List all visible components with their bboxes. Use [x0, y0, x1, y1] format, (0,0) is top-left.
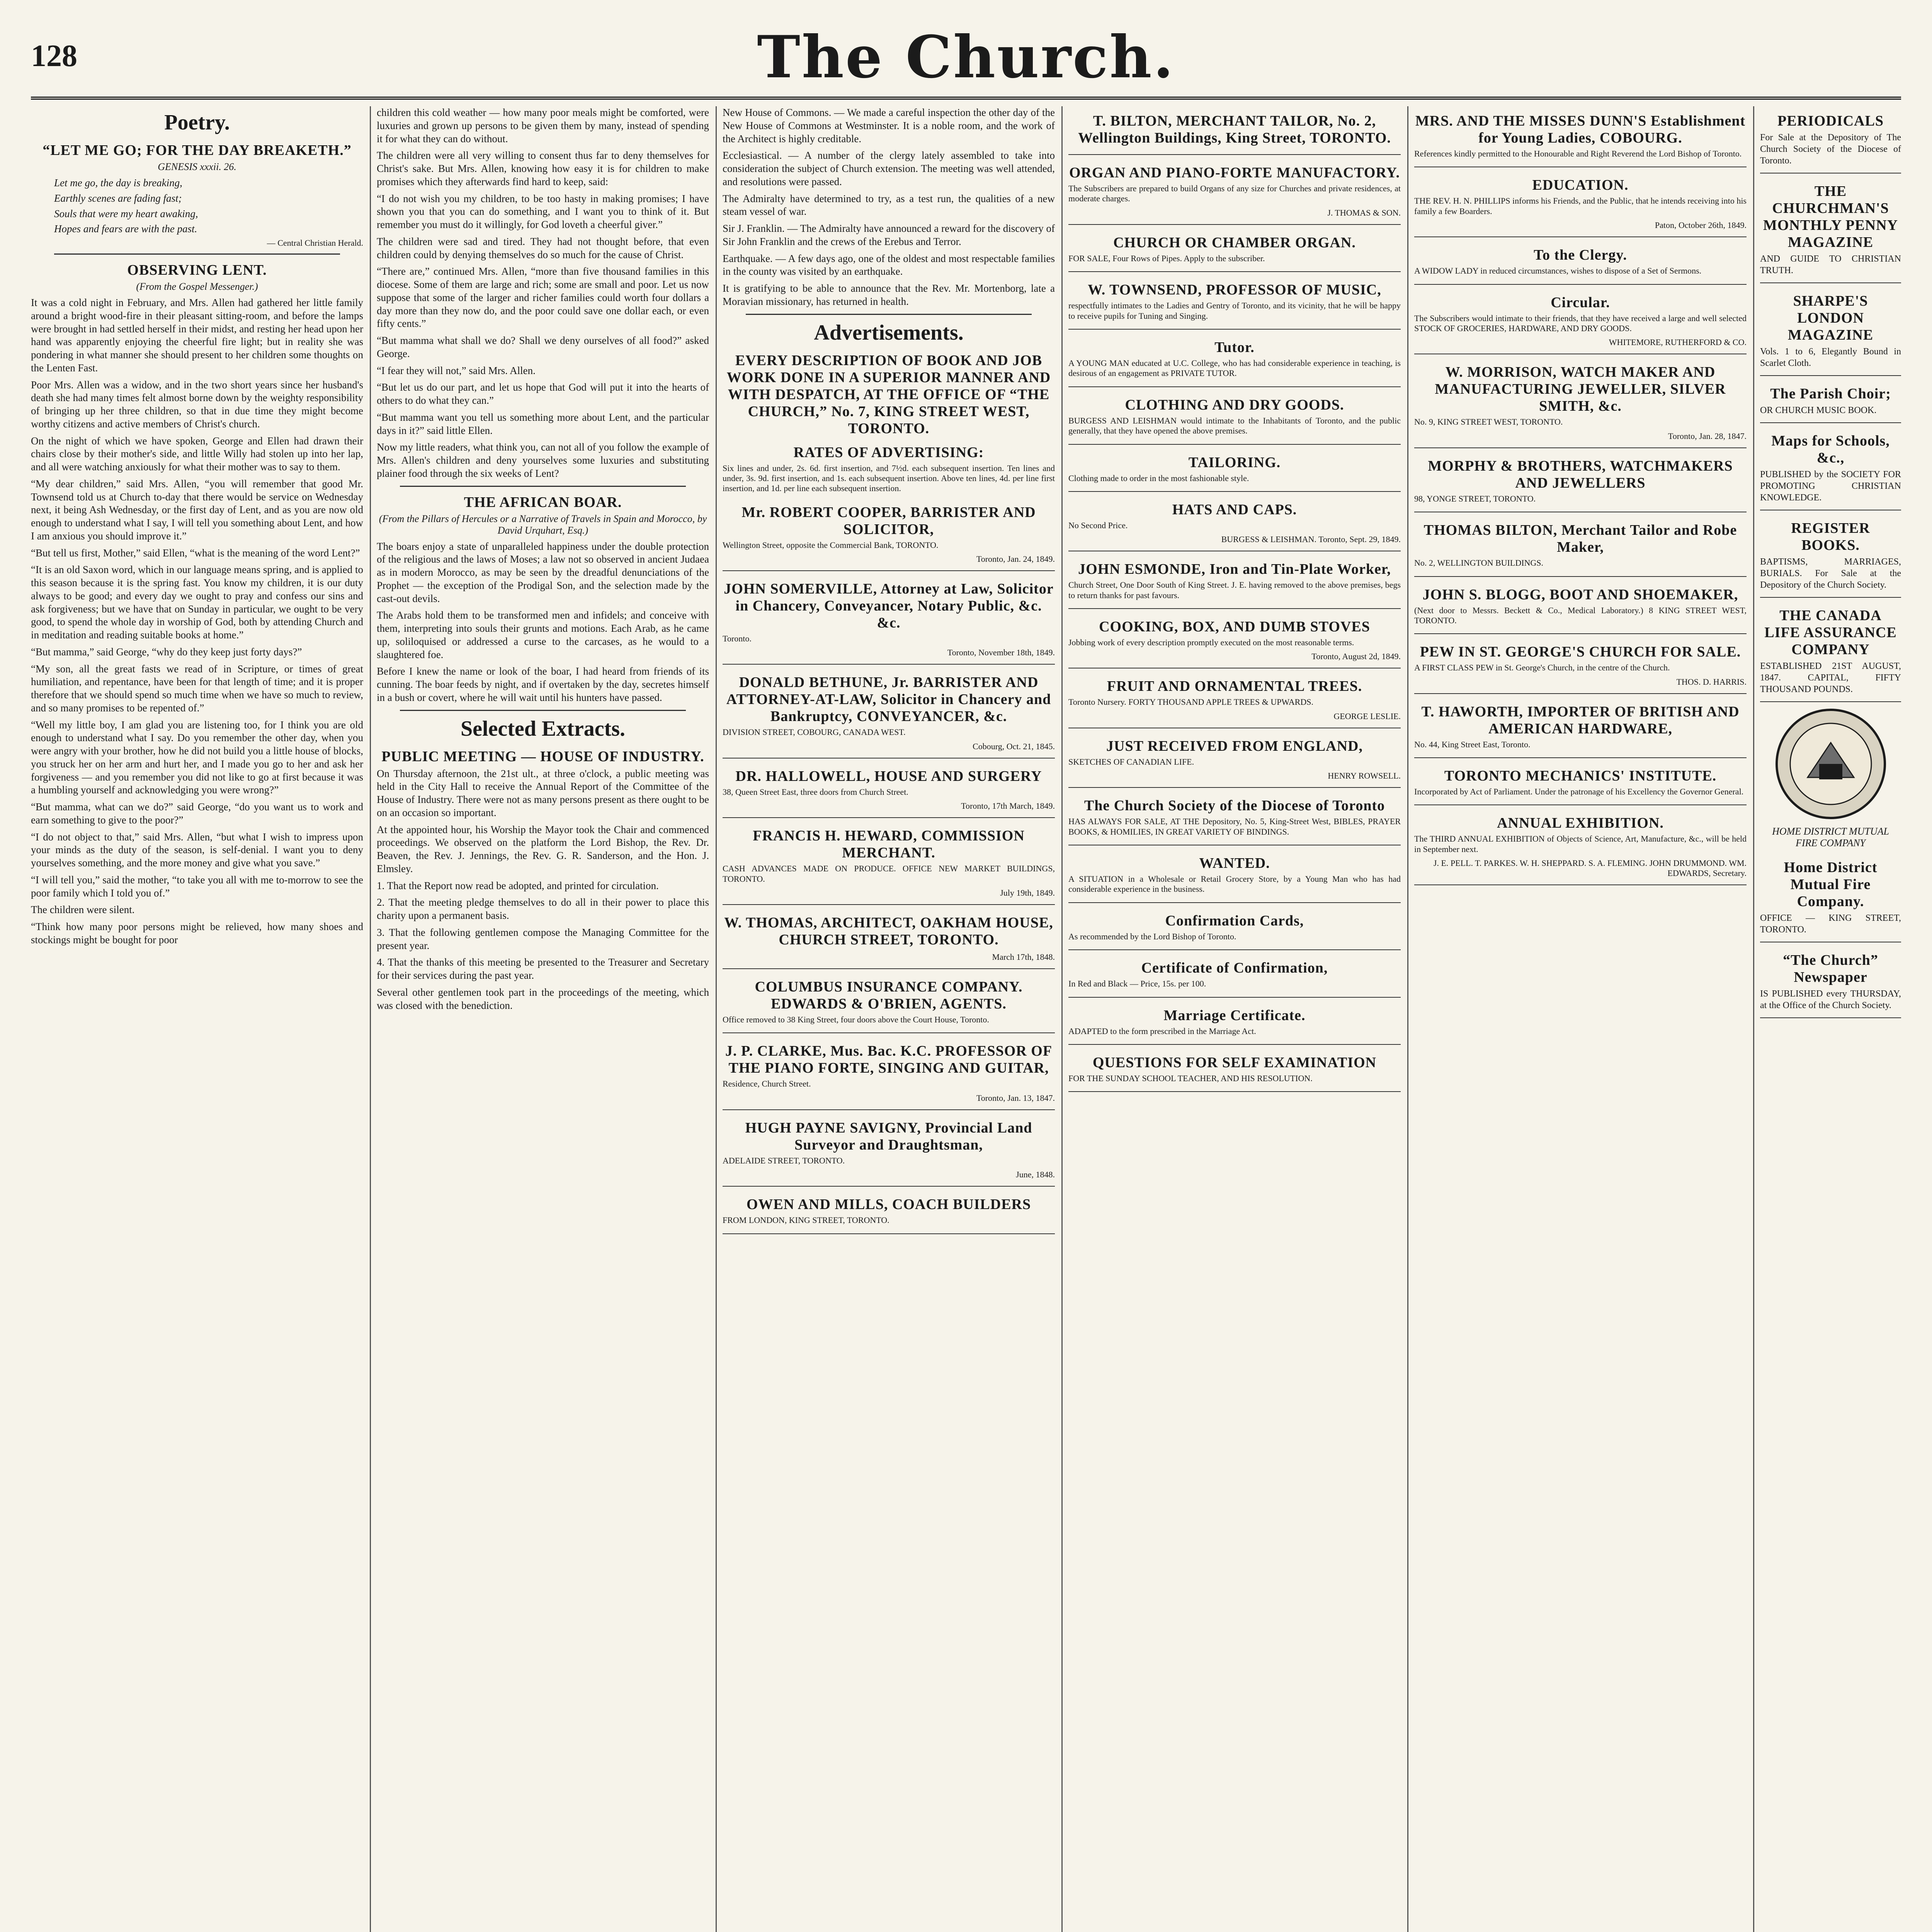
article-paragraph: At the appointed hour, his Worship the Mayor took the Chair and commenced proceedings. We observed on the platform the Lord Bishop, the Rev. Dr. Beaven, the Rev. J. Jennings, the Rev. G. R. Sanderson, and the Hon. J. Elmsley.	[377, 823, 709, 874]
ad-date: Cobourg, Oct. 21, 1845.	[973, 741, 1055, 751]
advertisement	[723, 1036, 1055, 1110]
ad-date: BURGESS & LEISHMAN. Toronto, Sept. 29, 1849.	[1221, 534, 1401, 544]
ad-body: Jobbing work of every description promptly executed on the most reasonable terms.	[1068, 638, 1354, 648]
ad-title: The Parish Choir;	[1770, 386, 1891, 402]
advertisement	[1068, 953, 1401, 997]
ad-title: COLUMBUS INSURANCE COMPANY. EDWARDS & O'BRIEN, AGENTS.	[755, 979, 1023, 1012]
ad-title: T. BILTON, MERCHANT TAILOR, No. 2, Wellington Buildings, King Street, TORONTO.	[1078, 113, 1391, 146]
ad-body: ESTABLISHED 21ST AUGUST, 1847. CAPITAL, FIFTY THOUSAND POUNDS.	[1760, 661, 1901, 694]
ad-date: J. E. PELL. T. PARKES. W. H. SHEPPARD. S. A. FLEMING. JOHN DRUMMOND. WM. EDWARDS, Secretary.	[1433, 858, 1747, 878]
advertisement	[1760, 106, 1901, 173]
column-divider	[370, 106, 371, 1932]
ad-body: BAPTISMS, MARRIAGES, BURIALS. For Sale at the Depository of the Church Society.	[1760, 557, 1901, 590]
ad-body: In Red and Black — Price, 15s. per 100.	[1068, 979, 1206, 989]
rates-text: Six lines and under, 2s. 6d. first insertion, and 7½d. each subsequent insertion. Ten lines and under, 3s. 9d. first insertion, and 1s. each subsequent insertion. Above ten lines, 4d. per line first insertion, and 1d. per line each subsequent insertion.	[723, 463, 1055, 493]
ad-title: QUESTIONS FOR SELF EXAMINATION	[1092, 1054, 1377, 1071]
ad-body: Incorporated by Act of Parliament. Under the patronage of his Excellency the Governor General.	[1414, 787, 1744, 797]
ad-body: Toronto Nursery. FORTY THOUSAND APPLE TREES & UPWARDS.	[1068, 697, 1313, 707]
ad-date: THOS. D. HARRIS.	[1676, 677, 1747, 687]
poem	[31, 177, 363, 236]
article-paragraph: 2. That the meeting pledge themselves to do all in their power to place this charity upon a permanent basis.	[377, 896, 709, 921]
article-paragraph: “Think how many poor persons might be relieved, how many shoes and stockings might be bought for poor	[31, 921, 363, 946]
ad-body: The Subscribers are prepared to build Organs of any size for Churches and private residences, at moderate charges.	[1068, 184, 1401, 204]
ad-title: EDUCATION.	[1532, 177, 1629, 194]
ad-title: CLOTHING AND DRY GOODS.	[1125, 396, 1344, 413]
ad-title: MORPHY & BROTHERS, WATCHMAKERS AND JEWELLERS	[1428, 457, 1733, 491]
article-title: OBSERVING LENT.	[127, 262, 267, 278]
ad-date: June, 1848.	[1016, 1170, 1055, 1180]
ad-date: GEORGE LESLIE.	[1333, 711, 1401, 721]
ad-title: W. TOWNSEND, PROFESSOR OF MUSIC,	[1088, 282, 1381, 298]
article-paragraph: “But mamma,” said George, “why do they keep just forty days?”	[31, 646, 302, 658]
ad-title: WANTED.	[1199, 855, 1270, 872]
article-paragraph: children this cold weather — how many poor meals might be comforted, were luxuries and grown up persons to be given them by many, instead of spending it for what they can do without.	[377, 107, 709, 145]
ad-title: Mr. ROBERT COOPER, BARRISTER AND SOLICITOR,	[742, 504, 1036, 537]
advertisement	[1068, 672, 1401, 728]
ad-body: IS PUBLISHED every THURSDAY, at the Office of the Church Society.	[1760, 989, 1901, 1010]
advertisement	[723, 1190, 1055, 1234]
divider	[400, 710, 686, 711]
ad-title: JOHN SOMERVILLE, Attorney at Law, Solicitor in Chancery, Conveyancer, Notary Public, &c. &c.	[724, 581, 1054, 631]
ad-body: CASH ADVANCES MADE ON PRODUCE. OFFICE NEW MARKET BUILDINGS, TORONTO.	[723, 864, 1055, 884]
ad-body: (Next door to Messrs. Beckett & Co., Medical Laboratory.) 8 KING STREET WEST, TORONTO.	[1414, 605, 1747, 625]
article-paragraph: “It is an old Saxon word, which in our language means spring, and is applied to this season because it is the spring fast. You know my children, it is our duty always to be good; and every day we ought to pray and confess our sins and ask forgiveness; but we have that on Sunday in particular, we ought to be very good, to spend the whole day in worship of God, both by attending Church and in meditation and reading suitable books at home.”	[31, 564, 363, 641]
ad-title: Tutor.	[1214, 339, 1255, 355]
ad-title: REGISTER BOOKS.	[1791, 520, 1870, 553]
article-paragraph: 4. That the thanks of this meeting be presented to the Treasurer and Secretary for their services during the past year.	[377, 956, 709, 981]
advertisement	[1068, 1001, 1401, 1045]
advertisement	[1760, 853, 1901, 942]
advertisement	[1760, 426, 1901, 510]
ad-body: HAS ALWAYS FOR SALE, AT THE Depository, No. 5, King-Street West, BIBLES, PRAYER BOOKS, & HOMILIES, IN GREAT VARIETY OF BINDINGS.	[1068, 816, 1401, 837]
masthead: The Church.	[757, 23, 1175, 91]
ad-body: ADAPTED to the form prescribed in the Marriage Act.	[1068, 1026, 1256, 1036]
advertisement	[1068, 731, 1401, 788]
ad-title: COOKING, BOX, AND DUMB STOVES	[1099, 619, 1370, 635]
poem-line: Souls that were my heart awaking,	[54, 207, 198, 219]
ad-title: J. P. CLARKE, Mus. Bac. K.C. PROFESSOR OF THE PIANO FORTE, SINGING AND GUITAR,	[725, 1043, 1053, 1077]
poem-reference: GENESIS xxxii. 26.	[158, 161, 236, 172]
advertisement	[1068, 612, 1401, 668]
ad-body: A SITUATION in a Wholesale or Retail Grocery Store, by a Young Man who has had considerable experience in the business.	[1068, 874, 1401, 894]
ad-date: Paton, October 26th, 1849.	[1655, 220, 1747, 230]
ad-title: THE CANADA LIFE ASSURANCE COMPANY	[1764, 607, 1897, 658]
article-paragraph: The Arabs hold them to be transformed men and infidels; and conceive with them, interpreting into souls their grunts and motions. Each Arab, as he came up, soliloquised or addressed a curse to the carcases, as he would to a slaughtered foe.	[377, 609, 709, 660]
article-paragraph: “I will tell you,” said the mother, “to take you all with me to-morrow to see the poor family which I told you of.”	[31, 874, 363, 899]
ad-date: Toronto, August 2d, 1849.	[1311, 651, 1401, 662]
advertisement	[1414, 637, 1747, 694]
advertisement	[723, 574, 1055, 665]
advertisement	[1068, 448, 1401, 492]
article-paragraph: “But mamma want you tell us something more about Lent, and the particular days in it?” said little Ellen.	[377, 411, 709, 436]
ad-date: J. THOMAS & SON.	[1327, 207, 1401, 218]
article-paragraph: “But let us do our part, and let us hope that God will put it into the hearts of others to do what they can.”	[377, 381, 709, 406]
advertisement	[1414, 697, 1747, 758]
ad-body: SKETCHES OF CANADIAN LIFE.	[1068, 757, 1194, 767]
advertisement	[723, 498, 1055, 571]
ad-date: Toronto, Jan. 24, 1849.	[976, 554, 1055, 564]
article-paragraph: “I do not wish you my children, to be too hasty in making promises; I have shown you that you can do something, and I want you to think of it. But remember you must do it willingly, for God loveth a cheerful giver.”	[377, 192, 709, 230]
ad-body: Clothing made to order in the most fashionable style.	[1068, 473, 1249, 483]
ad-title: THE CHURCHMAN'S MONTHLY PENNY MAGAZINE	[1763, 183, 1898, 250]
article-paragraph: “Well my little boy, I am glad you are listening too, for I think you are old enough to understand what I say. Do you remember the other day, when you were angry with your brother, how he did not build you a little house of blocks, you struck her on her arm and hurt her, and I made you go to her and ask her forgiveness — and you remember you did not like to go at first because it was a humbling yourself and acknowledging you were wrong?”	[31, 719, 363, 796]
advertisement	[1414, 580, 1747, 634]
divider	[400, 486, 686, 487]
advertisement	[1068, 106, 1401, 155]
poem-source: — Central Christian Herald.	[267, 238, 363, 248]
rates-title: RATES OF ADVERTISING:	[793, 444, 984, 461]
article-paragraph: The children were silent.	[31, 904, 135, 916]
ad-title: CHURCH OR CHAMBER ORGAN.	[1113, 234, 1356, 251]
advertisement	[1068, 849, 1401, 903]
ad-title: Confirmation Cards,	[1165, 912, 1304, 929]
advertisement	[723, 972, 1055, 1033]
ad-body: 98, YONGE STREET, TORONTO.	[1414, 493, 1536, 503]
advertisement	[1068, 390, 1401, 445]
ad-body: A YOUNG MAN educated at U.C. College, who has had considerable experience in teaching, is desirous of an engagement as PRIVATE TUTOR.	[1068, 358, 1401, 378]
article-paragraph: “My son, all the great fasts we read of in Scripture, or times of great humiliation, and repentance, have been for that length of time; and it is proper therefore that we should spend so much time when we have so much to review, and so many promises to be repented of.”	[31, 663, 363, 714]
column-1	[31, 106, 363, 1932]
advertisement	[1760, 177, 1901, 283]
advertisement	[1414, 515, 1747, 577]
ad-body: PUBLISHED by the SOCIETY FOR PROMOTING CHRISTIAN KNOWLEDGE.	[1760, 469, 1901, 503]
advertisement	[1760, 286, 1901, 376]
ad-title: PERIODICALS	[1777, 113, 1884, 129]
ad-body: Toronto.	[723, 634, 752, 644]
ad-body: Wellington Street, opposite the Commercial Bank, TORONTO.	[723, 540, 939, 550]
ad-body: FOR SALE, Four Rows of Pipes. Apply to the subscriber.	[1068, 253, 1265, 263]
divider	[54, 253, 340, 255]
ad-date: WHITEMORE, RUTHERFORD & CO.	[1609, 337, 1747, 347]
news-paragraph: Ecclesiastical. — A number of the clergy lately assembled to take into consideration the subject of Church extension. The meeting was well attended, and resolutions were passed.	[723, 150, 1055, 187]
poem-line: Let me go, the day is breaking,	[54, 177, 182, 189]
ad-title: Certificate of Confirmation,	[1141, 960, 1328, 976]
article-title: THE AFRICAN BOAR.	[464, 494, 622, 510]
advertisement	[1414, 808, 1747, 885]
ad-body: No. 2, WELLINGTON BUILDINGS.	[1414, 558, 1544, 568]
ad-body: 38, Queen Street East, three doors from Church Street.	[723, 787, 908, 797]
article-paragraph: “I do not object to that,” said Mrs. Allen, “but what I wish to impress upon your minds as the duty of the season, is self-denial. I want you to deny yourselves something, and the more money and give what you save.”	[31, 831, 363, 869]
page-number: 128	[31, 39, 77, 73]
ad-body: respectfully intimates to the Ladies and Gentry of Toronto, and its vicinity, that he will be happy to receive pupils for Tuning and Singing.	[1068, 301, 1401, 321]
ad-body: For Sale at the Depository of The Church Society of the Diocese of Toronto.	[1760, 133, 1901, 166]
article-source: (From the Pillars of Hercules or a Narrative of Travels in Spain and Morocco, by David Urquhart, Esq.)	[379, 513, 707, 536]
article-paragraph: It was a cold night in February, and Mrs. Allen had gathered her little family around a bright wood-fire in their pleasant sitting-room, and before the lamps were brought in had settled herself in their midst, and resting her head upon her hand was apparently enjoying the cheerful fire light; but in reality she was pondering in what manner she should present to her children some thoughts on the Lenten Fast.	[31, 297, 363, 374]
ad-title: OWEN AND MILLS, COACH BUILDERS	[746, 1196, 1031, 1213]
ad-body: The Subscribers would intimate to their friends, that they have received a large and well selected STOCK OF GROCERIES, HARDWARE, AND DRY GOODS.	[1414, 313, 1747, 333]
advertisement	[1068, 228, 1401, 272]
advertisement	[1414, 288, 1747, 355]
ad-title: JOHN ESMONDE, Iron and Tin-Plate Worker,	[1078, 561, 1391, 578]
ad-body: BURGESS AND LEISHMAN would intimate to the Inhabitants of Toronto, and the public generally, that they have opened the above premises.	[1068, 415, 1401, 436]
ad-body: THE REV. H. N. PHILLIPS informs his Friends, and the Public, that he intends receiving into his family a few Boarders.	[1414, 196, 1747, 216]
insurance-seal-icon	[1773, 706, 1889, 822]
article-paragraph: Poor Mrs. Allen was a widow, and in the two short years since her husband's death she had many times felt almost borne down by the weighty responsibility of bringing up her three children, so that in due time they might become worthy citizens and active members of Christ's church.	[31, 379, 363, 430]
advertisement	[1760, 379, 1901, 423]
advertisement	[1068, 158, 1401, 225]
ad-title: Circular.	[1551, 294, 1610, 311]
advertisement	[1414, 106, 1747, 167]
ad-body: References kindly permitted to the Honourable and Right Reverend the Lord Bishop of Toronto.	[1414, 149, 1742, 158]
column-4	[1068, 106, 1401, 1932]
ad-body: As recommended by the Lord Bishop of Toronto.	[1068, 931, 1236, 941]
article-paragraph: “But mamma, what can we do?” said George, “do you want us to work and earn something to give to the poor?”	[31, 801, 363, 826]
ad-title: FRUIT AND ORNAMENTAL TREES.	[1107, 678, 1362, 695]
ad-title: MRS. AND THE MISSES DUNN'S Establishment for Young Ladies, COBOURG.	[1415, 113, 1746, 146]
article-paragraph: “There are,” continued Mrs. Allen, “more than five thousand families in this diocese. Some of them are large and rich; some are small and poor. Let us now suppose that some of the larger and richer families could worth four dollars a day more than they now do, and the poor could save one dollar each, or even fifty cents.”	[377, 265, 709, 330]
advertisement	[1068, 333, 1401, 387]
ad-body: FROM LONDON, KING STREET, TORONTO.	[723, 1215, 889, 1225]
article-paragraph: “But mamma what shall we do? Shall we deny ourselves of all food?” asked George.	[377, 335, 709, 359]
article-paragraph: On the night of which we have spoken, George and Ellen had drawn their chairs close by their mother's side, and little Willy had stolen up into her lap, and all were watching anxiously for what their mother was to say to them.	[31, 435, 363, 473]
column-6	[1760, 106, 1901, 1932]
seal-text: HOME DISTRICT MUTUAL FIRE COMPANY	[1772, 826, 1889, 849]
ad-body: DIVISION STREET, COBOURG, CANADA WEST.	[723, 727, 906, 737]
ad-title: Maps for Schools, &c.,	[1771, 433, 1890, 466]
advertisement	[1414, 240, 1747, 284]
ad-date: Toronto, Jan. 28, 1847.	[1668, 431, 1747, 441]
advertisement	[1068, 1048, 1401, 1092]
article-paragraph: On Thursday afternoon, the 21st ult., at three o'clock, a public meeting was held in the City Hall to receive the Annual Report of the Committee of the House of Industry. There were not as many persons present as there ought to be on an occasion so important.	[377, 767, 709, 818]
ad-title: W. MORRISON, WATCH MAKER AND MANUFACTURING JEWELLER, SILVER SMITH, &c.	[1435, 364, 1726, 415]
ad-title: TORONTO MECHANICS' INSTITUTE.	[1444, 768, 1717, 784]
ad-date: Toronto, Jan. 13, 1847.	[976, 1093, 1055, 1103]
ad-title: HUGH PAYNE SAVIGNY, Provincial Land Surveyor and Draughtsman,	[745, 1119, 1032, 1153]
advertisement	[1068, 791, 1401, 845]
ad-title: DONALD BETHUNE, Jr. BARRISTER AND ATTORNEY-AT-LAW, Solicitor in Chancery and Bankruptcy, CONVEYANCER, &c.	[726, 674, 1051, 725]
advertisement	[1760, 946, 1901, 1018]
divider	[746, 314, 1032, 315]
ad-title: JUST RECEIVED FROM ENGLAND,	[1106, 738, 1363, 754]
poem-line: Hopes and fears are with the past.	[54, 223, 197, 235]
ad-title: “The Church” Newspaper	[1783, 952, 1878, 985]
ad-title: To the Clergy.	[1534, 247, 1627, 264]
page-header	[31, 23, 1901, 100]
ad-title: Marriage Certificate.	[1163, 1007, 1306, 1024]
poem-title: “LET ME GO; FOR THE DAY BREAKETH.”	[43, 142, 352, 158]
ad-body: ADELAIDE STREET, TORONTO.	[723, 1155, 845, 1165]
ad-body: Church Street, One Door South of King Street. J. E. having removed to the above premises, begs to return thanks for past favours.	[1068, 580, 1401, 600]
advertisement	[1760, 601, 1901, 702]
column-divider	[716, 106, 717, 1932]
article-paragraph: The children were sad and tired. They had not thought before, that even children could by denying themselves do so much for the cause of Christ.	[377, 235, 709, 260]
advertisement	[1414, 170, 1747, 237]
ad-body: No. 9, KING STREET WEST, TORONTO.	[1414, 417, 1563, 427]
ad-body: No. 44, King Street East, Toronto.	[1414, 739, 1531, 749]
ad-title: HATS AND CAPS.	[1172, 501, 1297, 518]
column-2	[377, 106, 709, 1932]
ad-body: Residence, Church Street.	[723, 1079, 811, 1089]
ad-body: No Second Price.	[1068, 520, 1128, 530]
ad-title: ANNUAL EXHIBITION.	[1497, 815, 1664, 832]
ad-date: Toronto, November 18th, 1849.	[947, 648, 1055, 658]
advertisement	[723, 762, 1055, 818]
news-paragraph: Earthquake. — A few days ago, one of the oldest and most respectable families in the county was visited by an earthquake.	[723, 252, 1055, 277]
advertisement	[723, 1113, 1055, 1187]
ad-title: Home District Mutual Fire Company.	[1784, 859, 1878, 910]
ad-body: Office removed to 38 King Street, four doors above the Court House, Toronto.	[723, 1015, 989, 1025]
ad-body: The THIRD ANNUAL EXHIBITION of Objects of Science, Art, Manufacture, &c., will be held in September next.	[1414, 834, 1747, 854]
ad-title: W. THOMAS, ARCHITECT, OAKHAM HOUSE, CHURCH STREET, TORONTO.	[724, 915, 1053, 948]
ad-title: THOMAS BILTON, Merchant Tailor and Robe Maker,	[1423, 522, 1737, 556]
column-divider	[1753, 106, 1754, 1932]
advertisement	[1760, 514, 1901, 598]
column-divider	[1407, 106, 1408, 1932]
ad-date: March 17th, 1848.	[992, 952, 1055, 962]
ad-title: The Church Society of the Diocese of Toronto	[1084, 798, 1385, 814]
article-paragraph: Now my little readers, what think you, can not all of you follow the example of Mrs. Allen's children and deny yourselves some luxuries and substituting plainer food through the six weeks of Lent?	[377, 441, 709, 479]
article-paragraph: 1. That the Report now read be adopted, and printed for circulation.	[377, 879, 659, 891]
ad-body: OFFICE — KING STREET, TORONTO.	[1760, 913, 1901, 935]
ad-date: Toronto, 17th March, 1849.	[961, 801, 1055, 811]
poem-line: Earthly scenes are fading fast;	[54, 192, 182, 204]
ad-body: A WIDOW LADY in reduced circumstances, wishes to dispose of a Set of Sermons.	[1414, 266, 1702, 276]
advertisement	[723, 821, 1055, 905]
column-divider	[1061, 106, 1063, 1932]
section-heading-poetry: Poetry.	[164, 111, 230, 134]
advertisement	[1414, 451, 1747, 512]
advertisement	[723, 908, 1055, 969]
article-paragraph: Before I knew the name or look of the boar, I had heard from friends of its cunning. The boar feeds by night, and if overtaken by the day, secretes himself in a bush or covert, where he will wait until his hunters have passed.	[377, 665, 709, 703]
section-heading-advertisements: Advertisements.	[814, 320, 964, 345]
ad-title: FRANCIS H. HEWARD, COMMISSION MERCHANT.	[753, 828, 1025, 861]
ad-body: OR CHURCH MUSIC BOOK.	[1760, 405, 1877, 415]
article-source: (From the Gospel Messenger.)	[136, 281, 258, 292]
header-rule	[31, 97, 1901, 100]
advertisement	[1068, 554, 1401, 609]
ad-title: JOHN S. BLOGG, BOOT AND SHOEMAKER,	[1422, 586, 1738, 603]
news-paragraph: The Admiralty have determined to try, as a test run, the qualities of a new steam vessel of war.	[723, 192, 1055, 218]
article-paragraph: “I fear they will not,” said Mrs. Allen.	[377, 364, 536, 376]
article-paragraph: “My dear children,” said Mrs. Allen, “you will remember that good Mr. Townsend told us at Church to-day that there would be service on Wednesday next, it being Ash Wednesday, or the first day of Lent, and as you are now old enough to understand what I say, I will tell you something about Lent, and how I am anxious you should improve it.”	[31, 478, 363, 542]
column-5	[1414, 106, 1747, 1932]
article-paragraph: The children were all very willing to consent thus far to deny themselves for Christ's sake. But Mrs. Allen, knowing how easy it is for children to make promises which they afterwards find hard to keep, said:	[377, 150, 709, 187]
ad-body: FOR THE SUNDAY SCHOOL TEACHER, AND HIS RESOLUTION.	[1068, 1073, 1313, 1083]
ad-title: ORGAN AND PIANO-FORTE MANUFACTORY.	[1069, 165, 1400, 181]
ad-body: A FIRST CLASS PEW in St. George's Church, in the centre of the Church.	[1414, 663, 1670, 673]
article-paragraph: The boars enjoy a state of unparalleled happiness under the double protection of the religious and the laws of Moses; a law not so observed in ancient Judaea as in modern Morocco, as may be seen by the dreadful denunciations of the Prophet — the exception of the Prodigal Son, and the selection made by the cast-out devils.	[377, 540, 709, 604]
ad-date: July 19th, 1849.	[1000, 888, 1055, 898]
printing-notice: EVERY DESCRIPTION OF BOOK AND JOB WORK DONE IN A SUPERIOR MANNER AND WITH DESPATCH, AT THE OFFICE OF “THE CHURCH,” No. 7, KING STREET WEST, TORONTO.	[726, 352, 1051, 437]
news-paragraph: It is gratifying to be able to announce that the Rev. Mr. Mortenborg, late a Moravian missionary, has returned in health.	[723, 282, 1055, 307]
ad-title: DR. HALLOWELL, HOUSE AND SURGERY	[735, 768, 1042, 784]
article-paragraph: Several other gentlemen took part in the proceedings of the meeting, which was closed with the benediction.	[377, 986, 709, 1011]
news-paragraph: New House of Commons. — We made a careful inspection the other day of the New House of Commons at Westminster. It is a noble room, and the work of the Architect is highly creditable.	[723, 107, 1055, 145]
news-paragraph: Sir J. Franklin. — The Admiralty have announced a reward for the discovery of Sir John Franklin and the crews of the Erebus and Terror.	[723, 223, 1055, 247]
article-paragraph: 3. That the following gentlemen compose the Managing Committee for the present year.	[377, 926, 709, 951]
article-title: PUBLIC MEETING — HOUSE OF INDUSTRY.	[381, 748, 704, 765]
article-paragraph: “But tell us first, Mother,” said Ellen, “what is the meaning of the word Lent?”	[31, 547, 360, 559]
ad-title: SHARPE'S LONDON MAGAZINE	[1787, 293, 1874, 343]
ad-title: PEW IN ST. GEORGE'S CHURCH FOR SALE.	[1420, 644, 1741, 660]
advertisement	[723, 668, 1055, 758]
ad-title: TAILORING.	[1188, 454, 1281, 471]
advertisement	[1414, 357, 1747, 448]
advertisement	[1414, 761, 1747, 805]
ad-date: HENRY ROWSELL.	[1328, 771, 1401, 781]
ad-title: T. HAWORTH, IMPORTER OF BRITISH AND AMERICAN HARDWARE,	[1421, 703, 1740, 737]
advertisement	[1068, 906, 1401, 950]
ad-body: Vols. 1 to 6, Elegantly Bound in Scarlet Cloth.	[1760, 347, 1901, 368]
advertisement	[1068, 495, 1401, 551]
ad-body: AND GUIDE TO CHRISTIAN TRUTH.	[1760, 254, 1901, 276]
column-3	[723, 106, 1055, 1932]
advertisement	[1068, 275, 1401, 330]
section-heading-selected-extracts: Selected Extracts.	[460, 716, 626, 741]
